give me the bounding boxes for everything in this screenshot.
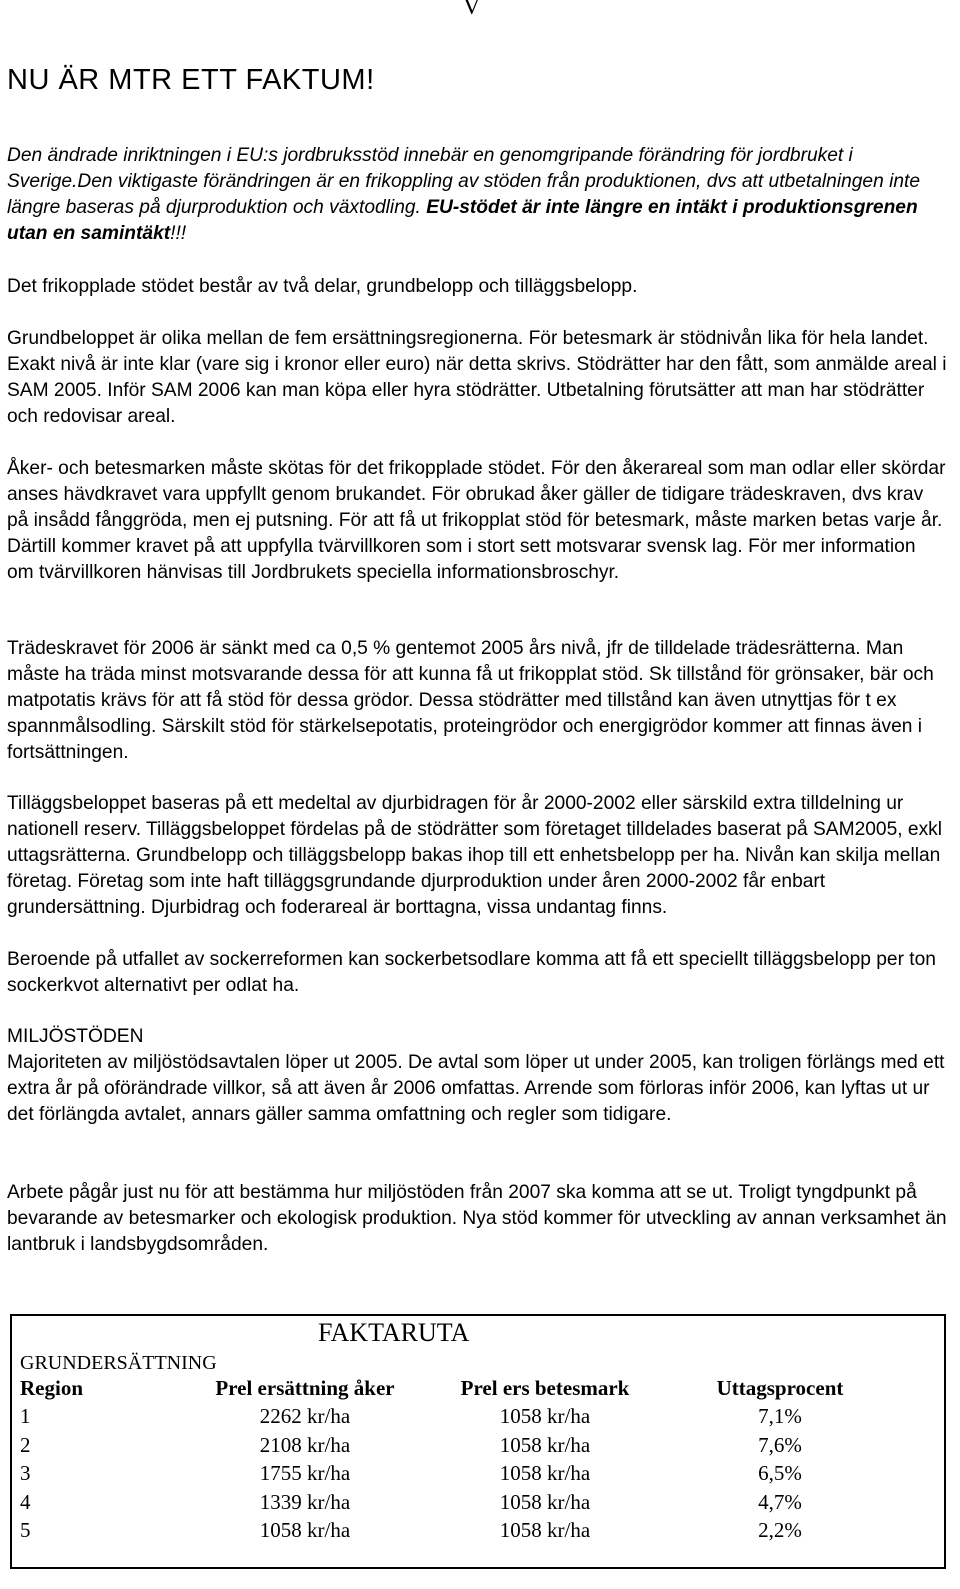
faktaruta-title: FAKTARUTA [318,1318,470,1347]
paragraph-trades: Trädeskravet för 2006 är sänkt med ca 0,5 % gentemot 2005 års nivå, jfr de tilldelade trädesrätterna. Man måste ha träda minst motsvarande dessa för att kunna få ut frikopplat stöd. Sk tillstånd för grönsaker, bär och matpotatis krävs för att få stöd för dessa grödor. Dessa stödrätter med tillstånd kan även utnyttjas för t ex spannmålsodling. Särskilt stöd för stärkelsepotatis, proteingrödor och energigrödor kommer att finnas även i fortsättningen. [7,638,934,763]
miljo-heading: MILJÖSTÖDEN [7,1026,144,1047]
paragraph-framtid: Arbete pågår just nu för att bestämma hur miljöstöden från 2007 ska komma att se ut. Troligt tyngdpunkt på bevarande av betesmarker och ekologisk produktion. Nya stöd kommer för utveckling av annan verksamhet än lantbruk i landsbygdsområden. [7,1182,947,1255]
table-row [20,1403,900,1432]
cell-region: 5 [20,1518,31,1543]
table-row [20,1431,900,1460]
intro-paragraph [7,143,947,247]
header-ersattning-aker: Prel ersättning åker [215,1375,395,1400]
faktaruta-subtitle: GRUNDERSÄTTNING [20,1352,217,1374]
paragraph-miljo: Majoriteten av miljöstödsavtalen löper ut 2005. De avtal som löper ut under 2005, kan troligen förlängs med ett extra år på oförändrade villkor, så att även år 2006 omfattas. Arrende som förloras inför 2006, kan lyftas ut ur det förlängda avtalet, annars gäller samma omfattning och regler som tidigare. [7,1052,945,1125]
cell-ers-betesmark: 1058 kr/ha [499,1404,591,1429]
faktaruta-box [10,1314,946,1569]
table-row [20,1460,900,1489]
cell-uttagsprocent: 4,7% [758,1489,802,1514]
header-uttagsprocent: Uttagsprocent [716,1375,844,1400]
table-row [20,1488,900,1517]
cell-ersattning-aker: 1339 kr/ha [259,1489,351,1514]
cell-ers-betesmark: 1058 kr/ha [499,1461,591,1486]
intro-text: Den ändrade inriktningen i EU:s jordbruksstöd innebär en genomgripande förändring för jordbruket i Sverige.Den viktigaste förändringen är en frikoppling av stöden från produktionen, dvs att utbetalningen inte längre baseras på djurproduktion och växtodling. [7,145,921,218]
cell-uttagsprocent: 2,2% [758,1518,802,1543]
page-title: NU ÄR MTR ETT FAKTUM! [7,64,375,96]
cell-uttagsprocent: 6,5% [758,1461,802,1486]
cell-region: 1 [20,1404,31,1429]
cell-region: 3 [20,1461,31,1486]
cell-ers-betesmark: 1058 kr/ha [499,1432,591,1457]
header-region: Region [20,1375,83,1400]
paragraph-socker: Beroende på utfallet av sockerreformen kan sockerbetsodlare komma att få ett speciellt tilläggsbelopp per ton sockerkvot alternativt per odlat ha. [7,949,936,996]
cell-ers-betesmark: 1058 kr/ha [499,1489,591,1514]
cell-ers-betesmark: 1058 kr/ha [499,1518,591,1543]
page-mark: V [463,0,481,20]
header-ers-betesmark: Prel ers betesmark [460,1375,630,1400]
cell-ersattning-aker: 1755 kr/ha [259,1461,351,1486]
cell-ersattning-aker: 2108 kr/ha [259,1432,351,1457]
cell-ersattning-aker: 1058 kr/ha [259,1518,351,1543]
cell-region: 2 [20,1432,31,1457]
paragraph-frikopplat: Det frikopplade stödet består av två delar, grundbelopp och tilläggsbelopp. [7,276,638,297]
table-row [20,1517,900,1546]
cell-ersattning-aker: 2262 kr/ha [259,1404,351,1429]
intro-tail: !!! [170,223,187,244]
cell-region: 4 [20,1489,31,1514]
cell-uttagsprocent: 7,6% [758,1432,802,1457]
paragraph-grundbelopp: Grundbeloppet är olika mellan de fem ersättningsregionerna. För betesmark är stödnivån lika för hela landet. Exakt nivå är inte klar (vare sig i kronor eller euro) när detta skrivs. Stödrätter har den fått, som anmälde areal i SAM 2005. Inför SAM 2006 kan man köpa eller hyra stödrätter. Utbetalning förutsätter att man har stödrätter och redovisar areal. [7,328,947,427]
paragraph-skotsel: Åker- och betesmarken måste skötas för det frikopplade stödet. För den åkerareal som man odlar eller skördar anses hävdkravet vara uppfyllt genom brukandet. För obrukad åker gäller de tidigare trädeskraven, dvs krav på insådd fånggröda, men ej putsning. För att få ut frikopplat stöd för betesmark, måste marken betas varje år. Därtill kommer kravet på att uppfylla tvärvillkoren som i stort sett motsvarar svensk lag. För mer information om tvärvillkoren hänvisas till Jordbrukets speciella informationsbroschyr. [7,458,946,583]
intro-emphasis: EU-stödet är inte längre en intäkt i produktionsgrenen utan en samintäkt [7,197,918,244]
grundersattning-table [20,1374,900,1545]
paragraph-tillaggsbelopp: Tilläggsbeloppet baseras på ett medeltal av djurbidragen för år 2000-2002 eller särskild extra tilldelning ur nationell reserv. Tilläggsbeloppet fördelas på de stödrätter som företaget tilldelades baserat på SAM2005, exkl uttagsrätterna. Grundbelopp och tilläggsbelopp bakas ihop till ett enhetsbelopp per ha. Nivån kan skilja mellan företag. Företag som inte haft tilläggsgrundande djurproduktion under åren 2000-2002 får enbart grundersättning. Djurbidrag och foderareal är borttagna, vissa undantag finns. [7,793,943,918]
cell-uttagsprocent: 7,1% [758,1404,802,1429]
table-header-row [20,1374,900,1403]
